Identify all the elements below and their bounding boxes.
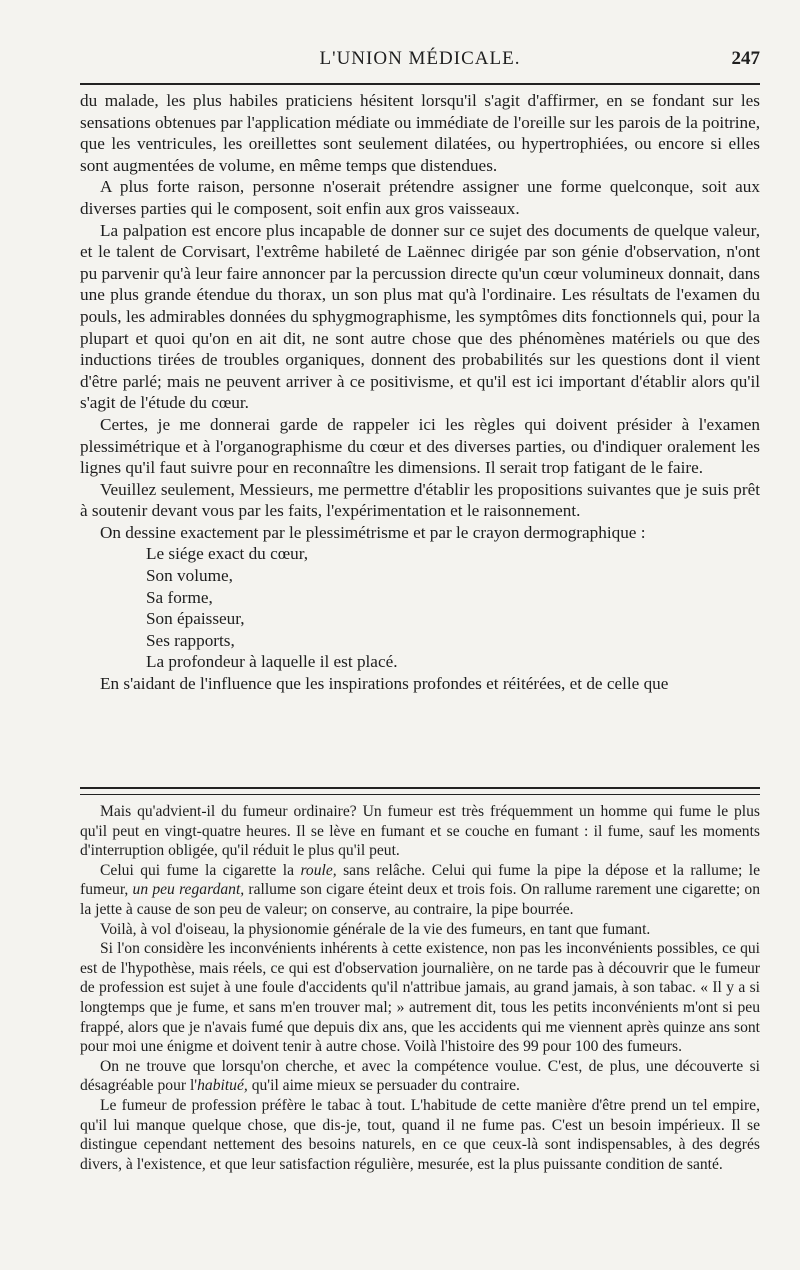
paragraph: En s'aidant de l'influence que les inspirations profondes et réitérées, et de celle que — [100, 674, 669, 694]
feuilleton-rule — [80, 787, 760, 795]
text-run: Celui qui fume la cigarette la — [100, 861, 301, 879]
paragraph: du malade, les plus habiles praticiens hésitent lorsqu'il s'agit d'affirmer, en se fondant sur les sensations obtenues par l'application médiate ou immédiate de l'oreille sur les parois de la poitrine, que les ventricules, les oreillettes sont seulement dilatées, ou hypertrophiées, ou encore si elles sont augmentées de volume, en même temps que distendues. — [80, 91, 760, 175]
text-run: rallume son cigare éteint deux et trois fois. On rallume rarement une cigarette; on la jette à cause de son peu de valeur; on conserve, au contraire, la pipe bourrée. — [80, 881, 760, 918]
text-run: On ne trouve que lorsqu'on cherche, et avec la compétence voulue. C'est, de plus, une découverte si désagréable pour l' — [80, 1057, 760, 1095]
italic-text: habitué, — [197, 1077, 248, 1095]
header-rule — [80, 83, 760, 85]
feuilleton-text — [80, 802, 760, 1174]
list-item: Sa forme, — [146, 587, 213, 607]
paragraph — [80, 1057, 760, 1096]
italic-text: un peu regardant, — [132, 881, 245, 899]
page-number: 247 — [731, 48, 760, 69]
main-text — [80, 90, 760, 695]
paragraph: Mais qu'advient-il du fumeur ordinaire? Un fumeur est très fréquemment un homme qui fume le plus qu'il peut en vingt-quatre heures. Il se lève en fumant et se couche en fumant : il fume, sauf les moments d'interruption obligée, qu'il réduit le plus qu'il peut. — [80, 803, 760, 860]
paragraph: Si l'on considère les inconvénients inhérents à cette existence, non pas les inconvénients possibles, ce qui est de l'hypothèse, mais réels, ce qui est d'observation journalière, on ne tarde pas à découvrir que le fumeur de profession est sujet à une foule d'accidents qu'il n'attribue jamais, au grand jamais, à son tabac. « Il y a si longtemps que je fume, et sans m'en trouver mal; » autrement dit, tous les petits inconvénients m'ont si peu frappé, alors que je n'avais fumé que depuis dix ans, que les accidents qui me viennent après quinze ans sont pour moi une énigme et doivent tenir à autre chose. Voilà l'histoire des 99 pour 100 des fumeurs. — [80, 940, 760, 1056]
list-item: Son volume, — [146, 566, 233, 586]
page-header — [80, 48, 760, 76]
text-run: sans relâche. Celui qui fume la pipe la dépose et la rallume; le fumeur, — [80, 861, 760, 899]
list-item: La profondeur à laquelle il est placé. — [146, 652, 398, 672]
list-item: Ses rapports, — [146, 630, 235, 650]
running-title: L'UNION MÉDICALE. — [319, 48, 521, 69]
paragraph: A plus forte raison, personne n'oserait prétendre assigner une forme quelconque, soit aux diverses parties qui le composent, soit enfin aux gros vaisseaux. — [80, 177, 760, 218]
italic-text: roule, — [300, 861, 337, 879]
paragraph: Le fumeur de profession préfère le tabac à tout. L'habitude de cette manière d'être prend un tel empire, qu'il lui manque quelque chose, que dis-je, tout, quand il ne fume pas. C'est un besoin impérieux. Il se distingue cependant nettement des besoins naturels, en ce que ceux-là sont indispensables, à des degrés divers, à l'existence, et que leur satisfaction régulière, mesurée, est la plus puissante condition de santé. — [80, 1096, 760, 1173]
paragraph: Voilà, à vol d'oiseau, la physionomie générale de la vie des fumeurs, en tant que fumant. — [100, 920, 651, 938]
paragraph: Veuillez seulement, Messieurs, me permettre d'établir les propositions suivantes que je suis prêt à soutenir devant vous par les faits, l'expérimentation et le raisonnement. — [80, 479, 760, 521]
paragraph — [80, 861, 760, 920]
findings-list — [80, 543, 760, 673]
list-item: Son épaisseur, — [146, 609, 245, 629]
paragraph: On dessine exactement par le plessimétrisme et par le crayon dermographique : — [100, 522, 646, 542]
paragraph: La palpation est encore plus incapable de donner sur ce sujet des documents de quelque valeur, et le talent de Corvisart, l'extrême habileté de Laënnec dirigée par son génie d'observation, n'ont pu parvenir qu'à leur faire annoncer par la percussion directe qu'un cœur volumineux donnait, dans une plus grande étendue du thorax, un son plus mat qu'à l'ordinaire. Les résultats de l'examen du pouls, les admirables données du sphygmographisme, les symptômes dits fonctionnels qui, pour la plupart et quoi qu'on en ait dit, ne sont autre chose que des phénomènes matériels ou que des inductions tirées de troubles organiques, donnent des probabilités sur les questions dont il vient d'être parlé; mais ne peuvent arriver à ce positivisme, et qu'il est ici important d'établir alors qu'il s'agit de l'étude du cœur. — [80, 220, 760, 413]
text-run: qu'il aime mieux se persuader du contraire. — [247, 1077, 520, 1095]
list-item: Le siége exact du cœur, — [146, 544, 309, 564]
paragraph: Certes, je me donnerai garde de rappeler ici les règles qui doivent présider à l'examen plessimétrique et à l'organographisme du cœur et des diverses parties, ou d'indiquer oralement les lignes qu'il faut suivre pour en reconnaître les dimensions. Il serait trop fatigant de le faire. — [80, 414, 760, 478]
